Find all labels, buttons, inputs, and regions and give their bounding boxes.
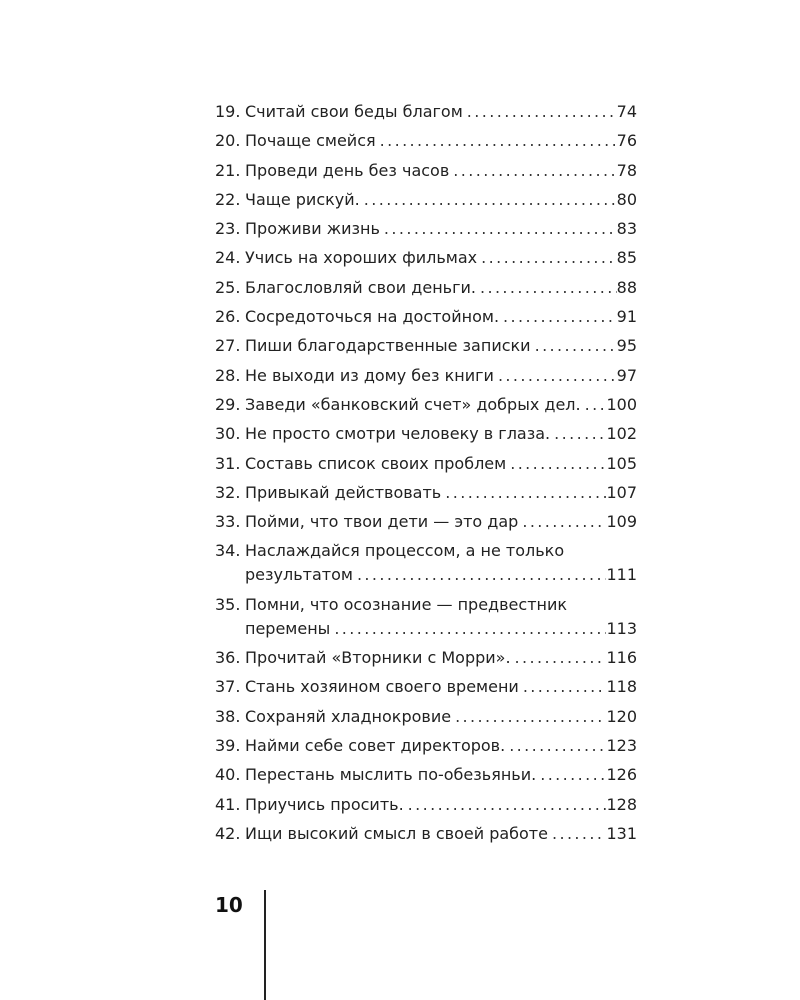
toc-entry-title: Учись на хороших фильмах	[245, 248, 478, 268]
toc-entry-number: 30.	[215, 424, 241, 444]
toc-entry-title: Найми себе совет директоров.	[245, 735, 506, 755]
toc-dot-leader	[477, 246, 617, 270]
toc-dot-leader	[505, 734, 606, 758]
toc-entry-number: 35.	[215, 594, 241, 614]
toc-entry-number: 31.	[215, 453, 241, 473]
toc-entry-number: 19.	[215, 102, 241, 121]
toc-entry-title: Сосредоточься на достойном.	[245, 307, 500, 327]
toc-entry-page: 88	[616, 277, 637, 297]
toc-entry-page: 97	[616, 365, 637, 385]
toc-entry-title: Благословляй свои деньги.	[245, 277, 476, 297]
toc-entry-title: Считай свои беды благом	[245, 102, 463, 121]
toc-entry	[215, 364, 637, 388]
toc-entry-title: Наслаждайся процессом, а не только	[245, 541, 565, 561]
toc-dot-leader	[451, 705, 606, 729]
toc-entry-title: Чаще рискуй.	[245, 189, 360, 209]
toc-entry	[215, 793, 637, 817]
toc-entry-title: Прочитай «Вторники с Морри».	[245, 648, 511, 668]
toc-entry	[215, 705, 637, 729]
toc-entry-page: 118	[606, 677, 637, 697]
toc-entry-page: 109	[606, 512, 637, 532]
toc-entry-page: 123	[606, 735, 637, 755]
toc-entry-page: 131	[606, 823, 637, 843]
toc-entry-title: Составь список своих проблем	[245, 453, 507, 473]
toc-dot-leader	[353, 563, 607, 587]
toc-entry-title: Ищи высокий смысл в своей работе	[245, 823, 548, 843]
toc-entry-page: 85	[616, 248, 637, 268]
toc-entry-page: 105	[606, 453, 637, 473]
toc-dot-leader	[536, 763, 606, 787]
toc-entry	[215, 452, 637, 476]
toc-entry-number: 38.	[215, 706, 241, 726]
toc-entry	[215, 675, 637, 699]
toc-entry-title: результатом	[245, 565, 353, 585]
toc-dot-leader	[531, 334, 617, 358]
toc-dot-leader	[581, 393, 607, 417]
toc-dot-leader	[404, 793, 607, 817]
toc-dot-leader	[463, 100, 617, 124]
toc-dot-leader	[511, 646, 607, 670]
toc-entry-number: 42.	[215, 823, 241, 843]
toc-entry-page: 107	[606, 482, 637, 502]
toc-entry-title: Не выходи из дому без книги	[245, 365, 494, 385]
toc-dot-leader	[550, 422, 606, 446]
toc-entry	[215, 510, 637, 534]
toc-dot-leader	[518, 510, 606, 534]
toc-entry-number: 28.	[215, 365, 241, 385]
toc-entry-number: 29.	[215, 394, 241, 414]
toc-entry-number: 25.	[215, 277, 241, 297]
toc-entry-number: 24.	[215, 248, 241, 268]
toc-dot-leader	[380, 217, 617, 241]
toc-entry-title: Заведи «банковский счет» добрых дел.	[245, 394, 581, 414]
table-of-contents	[215, 100, 637, 851]
toc-entry-title: Пойми, что твои дети — это дар	[245, 512, 519, 532]
toc-entry-number: 23.	[215, 219, 241, 239]
toc-dot-leader	[449, 159, 616, 183]
toc-entry	[215, 822, 637, 846]
toc-dot-leader	[441, 481, 606, 505]
toc-entry-number: 34.	[215, 541, 241, 561]
toc-entry	[215, 393, 637, 417]
toc-entry-number: 22.	[215, 189, 241, 209]
toc-entry-page: 80	[616, 189, 637, 209]
toc-entry-title: Стань хозяином своего времени	[245, 677, 519, 697]
toc-entry	[215, 539, 637, 587]
toc-entry-page: 91	[616, 307, 637, 327]
toc-entry	[215, 422, 637, 446]
toc-dot-leader	[499, 305, 617, 329]
toc-dot-leader	[548, 822, 606, 846]
toc-entry	[215, 246, 637, 270]
toc-dot-leader	[330, 617, 606, 641]
toc-entry-page: 116	[606, 648, 637, 668]
toc-entry	[215, 334, 637, 358]
toc-entry-page: 111	[606, 565, 637, 585]
toc-entry-number: 36.	[215, 648, 241, 668]
toc-entry	[215, 100, 637, 124]
toc-dot-leader	[360, 188, 617, 212]
toc-entry-page: 95	[616, 336, 637, 356]
toc-entry-page: 78	[616, 160, 637, 180]
toc-entry-page: 83	[616, 219, 637, 239]
toc-entry-title: Перестань мыслить по-обезьяньи.	[245, 765, 537, 785]
toc-entry-page: 76	[616, 131, 637, 151]
toc-entry-title: перемены	[245, 618, 331, 638]
toc-entry-title: Проведи день без часов	[245, 160, 450, 180]
toc-entry	[215, 305, 637, 329]
toc-entry-title: Помни, что осознание — предвестник	[245, 594, 568, 614]
toc-entry	[215, 276, 637, 300]
toc-dot-leader	[376, 129, 617, 153]
toc-entry	[215, 481, 637, 505]
toc-entry	[215, 734, 637, 758]
toc-entry	[215, 129, 637, 153]
toc-entry-title: Почаще смейся	[245, 131, 376, 151]
toc-dot-leader	[494, 364, 617, 388]
toc-entry-page: 113	[606, 618, 637, 638]
toc-entry	[215, 159, 637, 183]
toc-entry-title: Проживи жизнь	[245, 219, 380, 239]
toc-dot-leader	[476, 276, 617, 300]
toc-entry	[215, 188, 637, 212]
toc-entry-page: 126	[606, 765, 637, 785]
toc-entry-page: 102	[606, 424, 637, 444]
toc-entry	[215, 646, 637, 670]
toc-entry-number: 40.	[215, 765, 241, 785]
toc-entry-number: 32.	[215, 482, 241, 502]
toc-entry-number: 20.	[215, 131, 241, 151]
toc-entry-number: 26.	[215, 307, 241, 327]
toc-entry-number: 39.	[215, 735, 241, 755]
toc-entry-number: 37.	[215, 677, 241, 697]
toc-dot-leader	[519, 675, 607, 699]
toc-dot-leader	[506, 452, 606, 476]
toc-entry-number: 33.	[215, 512, 241, 532]
toc-entry-number: 41.	[215, 794, 241, 814]
toc-entry-number: 27.	[215, 336, 241, 356]
toc-entry-number: 21.	[215, 160, 241, 180]
toc-entry-title: Приучись просить.	[245, 794, 404, 814]
toc-entry-title: Не просто смотри человеку в глаза.	[245, 424, 551, 444]
footer-vertical-rule	[264, 890, 266, 1000]
toc-entry-title: Пиши благодарственные записки	[245, 336, 531, 356]
toc-entry	[215, 217, 637, 241]
toc-entry	[215, 593, 637, 641]
page-number: 10	[215, 893, 243, 917]
toc-entry	[215, 763, 637, 787]
toc-entry-page: 74	[616, 102, 637, 121]
toc-entry-title: Сохраняй хладнокровие	[245, 706, 452, 726]
toc-entry-page: 120	[606, 706, 637, 726]
toc-entry-page: 128	[606, 794, 637, 814]
toc-entry-title: Привыкай действовать	[245, 482, 442, 502]
toc-entry-page: 100	[606, 394, 637, 414]
